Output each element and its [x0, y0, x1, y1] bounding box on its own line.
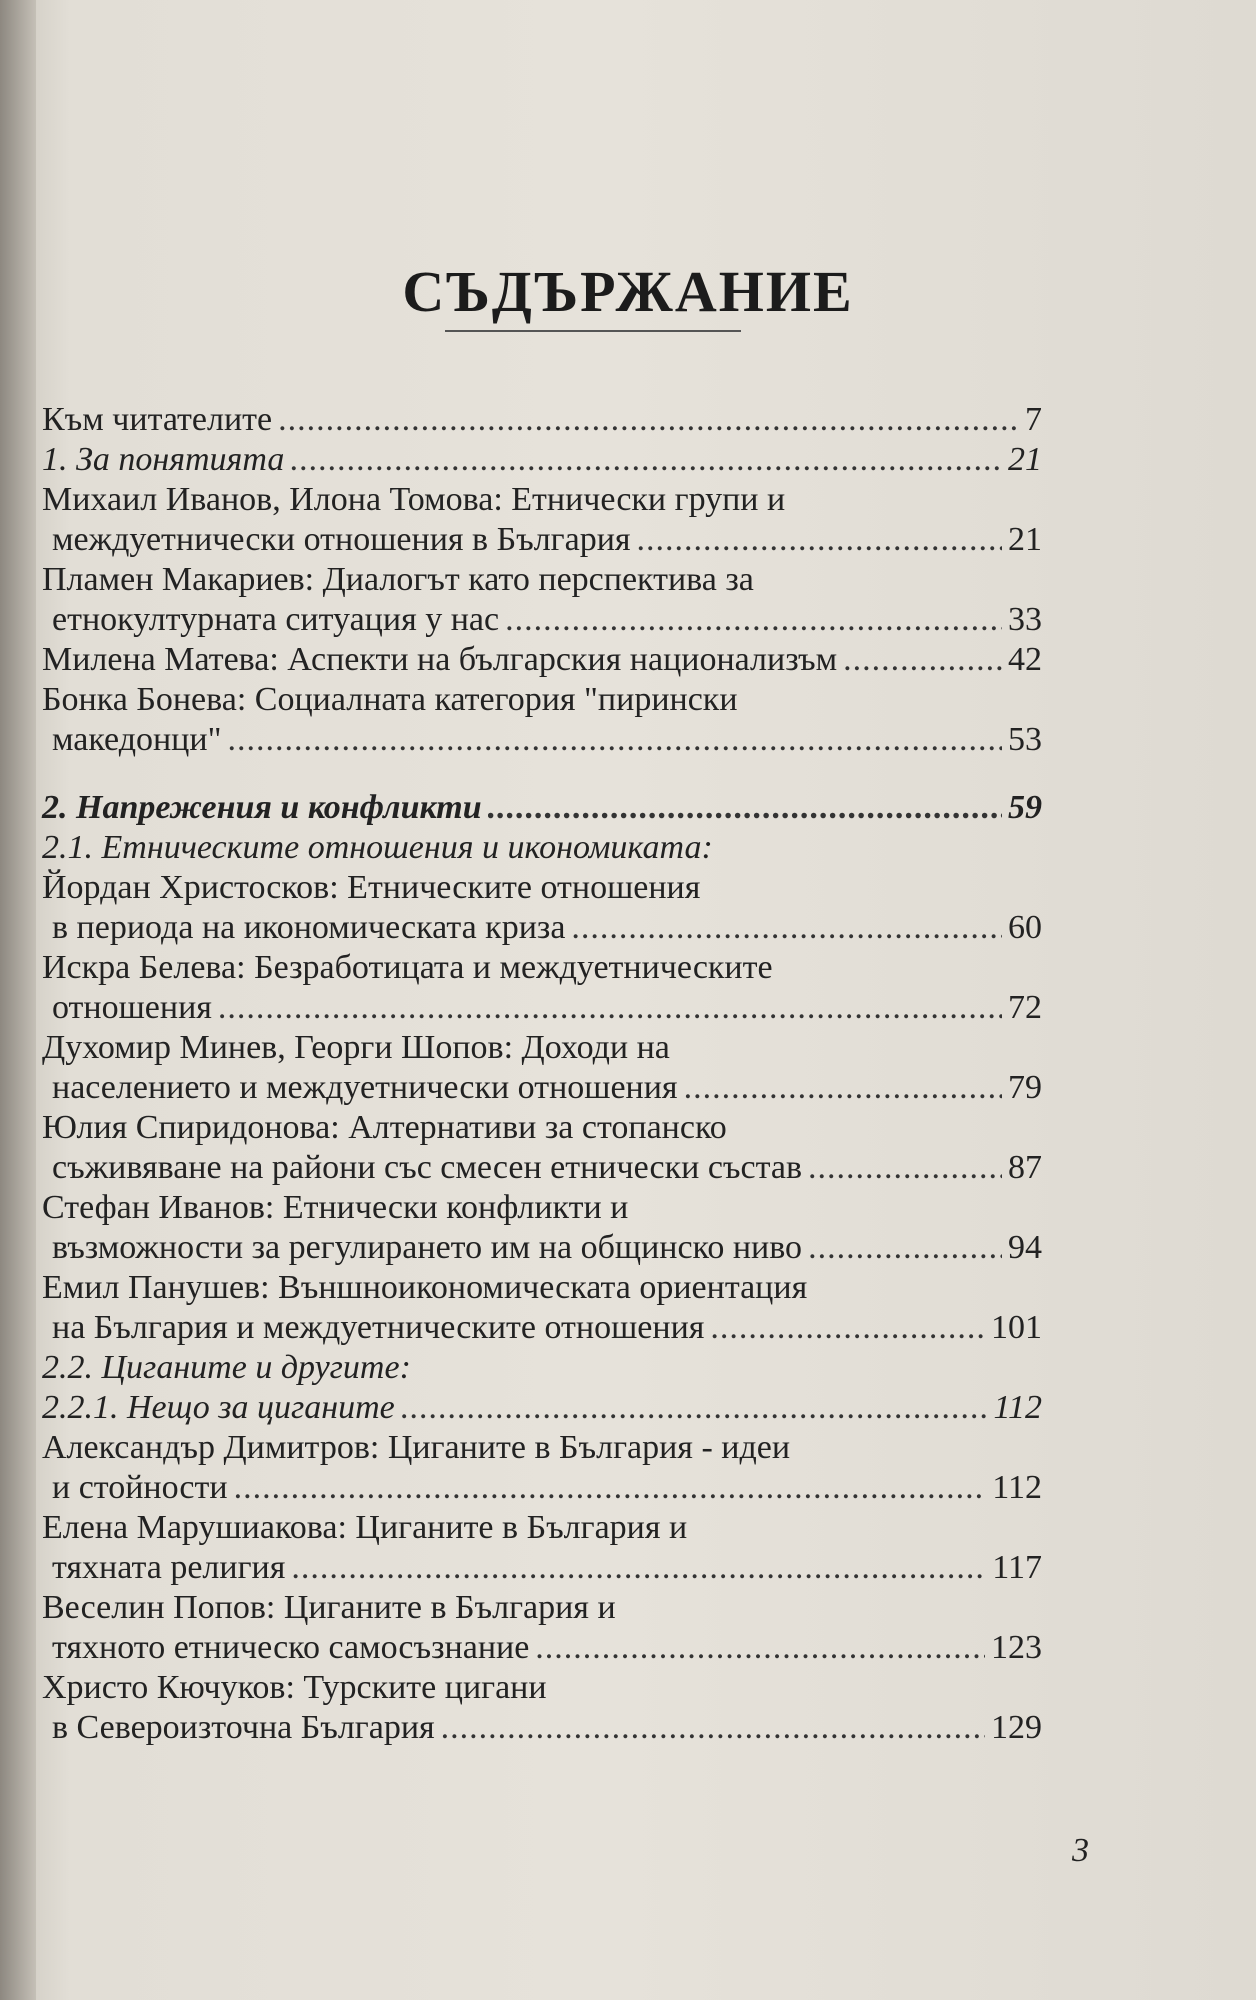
toc-entry-line — [42, 1388, 1042, 1428]
dot-leader — [401, 1388, 988, 1428]
toc-entry-line — [42, 1428, 1042, 1468]
toc-entry-line — [42, 1628, 1042, 1668]
toc-entry — [42, 828, 1042, 868]
toc-entry-text: Духомир Минев, Георги Шопов: Доходи на — [42, 1029, 670, 1066]
toc-page-number: 53 — [1008, 721, 1042, 758]
toc-entry — [42, 400, 1042, 440]
toc-entry-text: тяхната религия — [52, 1549, 286, 1586]
toc-entry — [42, 1508, 1042, 1588]
dot-leader — [843, 640, 1002, 680]
toc-entry — [42, 560, 1042, 640]
dot-leader — [218, 988, 1002, 1028]
toc-entry-line — [42, 1708, 1042, 1748]
toc-entry-text: Искра Белева: Безработицата и междуетническите — [42, 949, 773, 986]
toc-page-number: 42 — [1008, 641, 1042, 678]
toc-page-number: 79 — [1008, 1069, 1042, 1106]
toc-entry-text: македонци" — [52, 721, 222, 758]
dot-leader — [808, 1148, 1002, 1188]
dot-leader — [710, 1308, 985, 1348]
dot-leader — [234, 1468, 987, 1508]
toc-page-number: 59 — [1008, 789, 1042, 826]
dot-leader — [227, 720, 1002, 760]
toc-entry-text: Веселин Попов: Циганите в България и — [42, 1589, 616, 1626]
toc-entry-text: населението и междуетнически отношения — [52, 1069, 678, 1106]
toc-entry — [42, 868, 1042, 948]
toc-page-number: 112 — [993, 1389, 1042, 1426]
toc-entry-text: съживяване на райони със смесен етнически състав — [52, 1149, 803, 1186]
dot-leader — [291, 1548, 986, 1588]
dot-leader — [637, 520, 1002, 560]
toc-page-number: 112 — [992, 1469, 1042, 1506]
toc-entry — [42, 1348, 1042, 1388]
toc-entry-line — [42, 400, 1042, 440]
toc-entry-line — [42, 1668, 1042, 1708]
toc-entry-text: Емил Панушев: Външноикономическата ориентация — [42, 1269, 808, 1306]
toc-entry — [42, 788, 1042, 828]
toc-entry-text: Към читателите — [42, 401, 273, 438]
toc-entry — [42, 1188, 1042, 1268]
toc-entry — [42, 948, 1042, 1028]
toc-entry-text: Христо Кючуков: Турските цигани — [42, 1669, 547, 1706]
title-underline — [445, 330, 741, 332]
toc-entry-text: Александър Димитров: Циганите в България - идеи — [42, 1429, 791, 1466]
toc-entry-line — [42, 440, 1042, 480]
toc-entry-line — [42, 1308, 1042, 1348]
toc-page-number: 21 — [1008, 521, 1042, 558]
toc-entry-text: етнокултурната ситуация у нас — [52, 601, 500, 638]
toc-entry-line — [42, 1028, 1042, 1068]
dot-leader — [571, 908, 1002, 948]
toc-entry-text: 1. За понятията — [42, 441, 285, 478]
toc-entry-text: възможности за регулирането им на общинско ниво — [52, 1229, 803, 1266]
toc-entry-line — [42, 988, 1042, 1028]
toc-entry-text: Юлия Спиридонова: Алтернативи за стопанско — [42, 1109, 727, 1146]
dot-leader — [441, 1708, 985, 1748]
toc-entry-text: тяхното етническо самосъзнание — [52, 1629, 530, 1666]
toc-entry-text: 2. Напрежения и конфликти — [42, 789, 482, 826]
section-gap — [42, 760, 1042, 788]
toc-entry-text: Милена Матева: Аспекти на българския национализъм — [42, 641, 838, 678]
page-title: СЪДЪРЖАНИЕ — [402, 259, 854, 324]
toc-entry — [42, 1388, 1042, 1428]
toc-entry — [42, 1588, 1042, 1668]
toc-entry-line — [42, 868, 1042, 908]
toc-entry-line — [42, 788, 1042, 828]
toc-page-number: 33 — [1008, 601, 1042, 638]
toc-entry — [42, 1668, 1042, 1748]
toc-page-number: 123 — [991, 1629, 1042, 1666]
toc-entry-text: и стойности — [52, 1469, 228, 1506]
toc-page-number: 72 — [1008, 989, 1042, 1026]
toc-entry — [42, 480, 1042, 560]
toc-entry-text: Йордан Христосков: Етническите отношения — [42, 869, 701, 906]
toc-page-number: 87 — [1008, 1149, 1042, 1186]
toc-entry-text: Михаил Иванов, Илона Томова: Етнически групи и — [42, 481, 786, 518]
toc-entry-line — [42, 1348, 1042, 1388]
toc-entry-text: на България и междуетническите отношения — [52, 1309, 705, 1346]
dot-leader — [684, 1068, 1002, 1108]
toc-entry-line — [42, 908, 1042, 948]
toc-entry — [42, 440, 1042, 480]
toc-page-number: 7 — [1025, 401, 1042, 438]
dot-leader — [535, 1628, 985, 1668]
toc-entry-line — [42, 1268, 1042, 1308]
toc-entry — [42, 1108, 1042, 1188]
dot-leader — [505, 600, 1002, 640]
toc-entry-line — [42, 828, 1042, 868]
toc-entry-line — [42, 560, 1042, 600]
toc-page-number: 101 — [991, 1309, 1042, 1346]
page-number: 3 — [1072, 1832, 1089, 1869]
toc-entry — [42, 1268, 1042, 1348]
toc-entry-line — [42, 1068, 1042, 1108]
dot-leader — [488, 788, 1002, 828]
toc-entry-line — [42, 520, 1042, 560]
toc-entry-line — [42, 640, 1042, 680]
toc-entry-text: Елена Марушиакова: Циганите в България и — [42, 1509, 688, 1546]
toc-entry — [42, 640, 1042, 680]
toc-entry — [42, 1428, 1042, 1508]
toc-entry-line — [42, 1188, 1042, 1228]
toc-entry-line — [42, 1548, 1042, 1588]
toc-entry-line — [42, 1228, 1042, 1268]
toc-entry-text: в периода на икономическата криза — [52, 909, 566, 946]
toc-page-number: 129 — [991, 1709, 1042, 1746]
toc-entry-line — [42, 720, 1042, 760]
toc-entry-text: Бонка Бонева: Социалната категория "пирински — [42, 681, 738, 718]
dot-leader — [278, 400, 1016, 440]
toc-entry — [42, 1028, 1042, 1108]
table-of-contents — [42, 400, 1042, 1748]
toc-entry-text: 2.1. Етническите отношения и икономиката: — [42, 829, 713, 866]
toc-entry-line — [42, 1508, 1042, 1548]
toc-entry-text: Пламен Макариев: Диалогът като перспектива за — [42, 561, 754, 598]
toc-entry-line — [42, 948, 1042, 988]
toc-entry-text: в Североизточна България — [52, 1709, 435, 1746]
toc-entry-line — [42, 600, 1042, 640]
dot-leader — [290, 440, 1002, 480]
toc-entry-text: отношения — [52, 989, 212, 1026]
toc-entry-line — [42, 1468, 1042, 1508]
toc-entry-line — [42, 480, 1042, 520]
toc-entry-text: междуетнически отношения в България — [52, 521, 631, 558]
toc-entry-text: Стефан Иванов: Етнически конфликти и — [42, 1189, 629, 1226]
toc-entry-line — [42, 680, 1042, 720]
toc-page-number: 117 — [992, 1549, 1042, 1586]
toc-entry-line — [42, 1148, 1042, 1188]
toc-entry-line — [42, 1108, 1042, 1148]
toc-entry-line — [42, 1588, 1042, 1628]
toc-entry-text: 2.2.1. Нещо за циганите — [42, 1389, 395, 1426]
toc-page-number: 21 — [1008, 441, 1042, 478]
toc-page-number: 60 — [1008, 909, 1042, 946]
toc-page-number: 94 — [1008, 1229, 1042, 1266]
toc-entry — [42, 680, 1042, 760]
dot-leader — [808, 1228, 1002, 1268]
toc-entry-text: 2.2. Циганите и другите: — [42, 1349, 411, 1386]
